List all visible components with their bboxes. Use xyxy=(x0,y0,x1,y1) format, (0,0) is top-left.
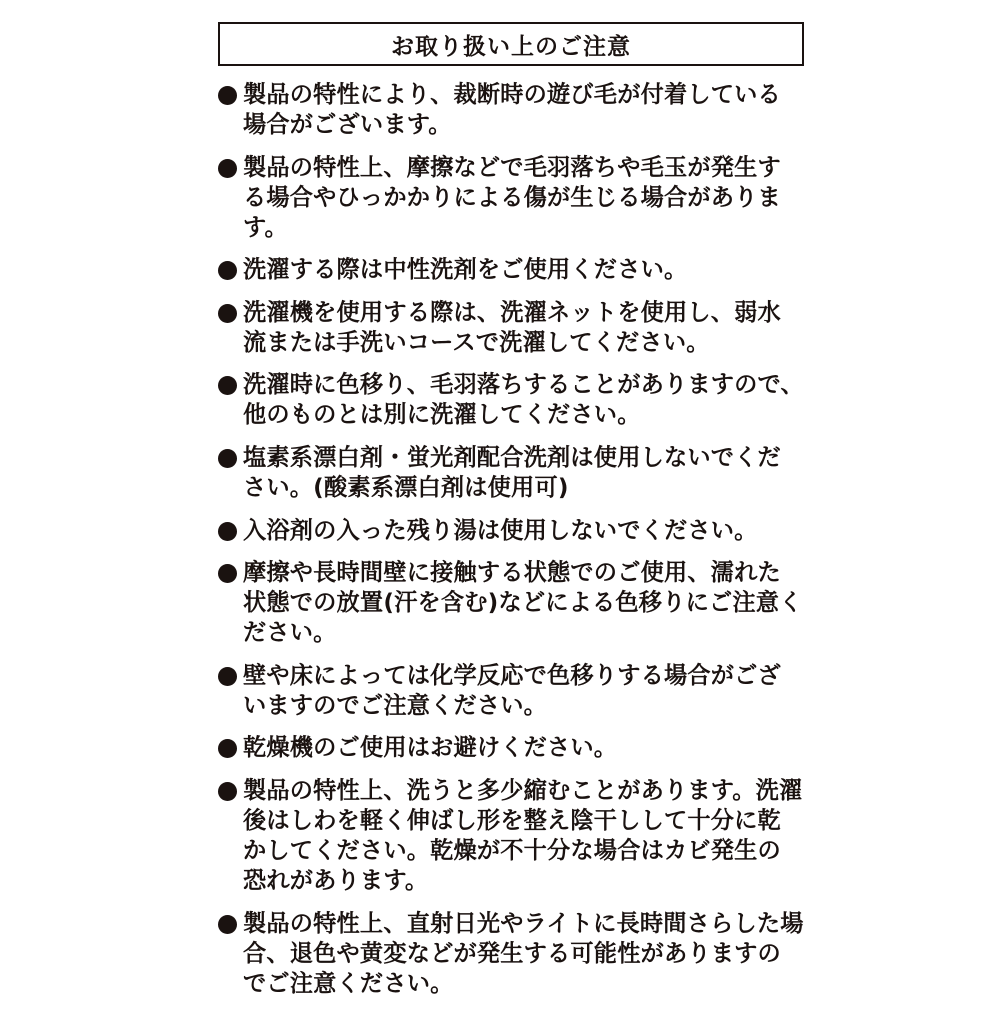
care-instructions-panel xyxy=(218,22,804,1011)
note-text: 塩素系漂白剤・蛍光剤配合洗剤は使用しないでください。(酸素系漂白剤は使用可) xyxy=(243,443,781,501)
note-item xyxy=(218,733,804,763)
note-text: 洗濯する際は中性洗剤をご使用ください。 xyxy=(243,256,688,284)
note-text: 洗濯機を使用する際は、洗濯ネットを使用し、弱水流または手洗いコースで洗濯してください。 xyxy=(243,298,781,356)
note-text: 製品の特性上、洗うと多少縮むことがあります。洗濯後はしわを軽く伸ばし形を整え陰干しして十分に乾かしてください。乾燥が不十分な場合はカビ発生の恐れがあります。 xyxy=(243,776,803,894)
note-item xyxy=(218,298,804,358)
note-item xyxy=(218,80,804,140)
note-item xyxy=(218,558,804,648)
note-text: 摩擦や長時間壁に接触する状態でのご使用、濡れた状態での放置(汗を含む)などによる色移りにご注意ください。 xyxy=(243,559,803,647)
bullet-icon xyxy=(218,915,237,934)
note-item xyxy=(218,443,804,503)
note-item xyxy=(218,153,804,243)
bullet-icon xyxy=(218,564,237,583)
note-item xyxy=(218,370,804,430)
note-text: 入浴剤の入った残り湯は使用しないでください。 xyxy=(243,516,758,544)
bullet-icon xyxy=(218,86,237,105)
bullet-icon xyxy=(218,376,237,395)
note-text: 壁や床によっては化学反応で色移りする場合がございますのでご注意ください。 xyxy=(243,661,781,719)
bullet-icon xyxy=(218,522,237,541)
note-text: 製品の特性上、直射日光やライトに長時間さらした場合、退色や黄変などが発生する可能性がありますのでご注意ください。 xyxy=(243,909,804,997)
note-text: 製品の特性上、摩擦などで毛羽落ちや毛玉が発生する場合やひっかかりによる傷が生じる場合があります。 xyxy=(243,153,781,241)
page-title: お取り扱い上のご注意 xyxy=(218,22,804,66)
note-text: 製品の特性により、裁断時の遊び毛が付着している場合がございます。 xyxy=(243,81,781,138)
bullet-icon xyxy=(218,304,237,323)
bullet-icon xyxy=(218,782,237,801)
notes-list xyxy=(218,80,804,999)
note-item xyxy=(218,776,804,896)
note-item xyxy=(218,516,804,546)
note-item xyxy=(218,909,804,999)
note-text: 洗濯時に色移り、毛羽落ちすることがありますので、他のものとは別に洗濯してください。 xyxy=(243,371,804,429)
note-item xyxy=(218,661,804,721)
bullet-icon xyxy=(218,449,237,468)
bullet-icon xyxy=(218,739,237,758)
note-item xyxy=(218,255,804,285)
note-text: 乾燥機のご使用はお避けください。 xyxy=(243,734,618,762)
bullet-icon xyxy=(218,667,237,686)
bullet-icon xyxy=(218,261,237,280)
bullet-icon xyxy=(218,159,237,178)
